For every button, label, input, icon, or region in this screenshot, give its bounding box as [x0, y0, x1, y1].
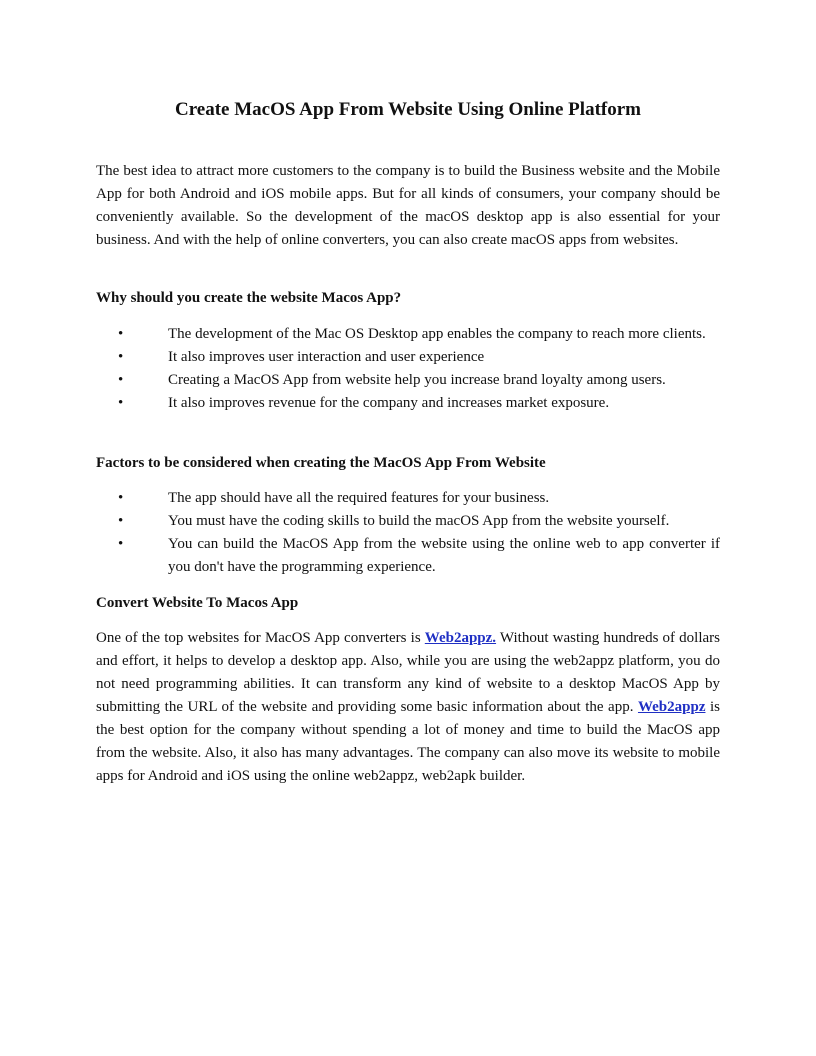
list-item: • The app should have all the required features for your business. [96, 487, 720, 510]
intro-block [96, 160, 720, 252]
bullet-icon: • [118, 395, 124, 411]
convert-block [96, 627, 720, 788]
section-convert [96, 592, 720, 615]
page-title: Create MacOS App From Website Using Online Platform [174, 99, 641, 120]
why-list-block [96, 323, 720, 415]
factors-list [96, 487, 720, 579]
intro-paragraph: The best idea to attract more customers to the company is to build the Business website and the Mobile App for both Android and iOS mobile apps. But for all kinds of consumers, your company should be conveniently available. So the development of the macOS desktop app is also essential for your business. And with the help of online converters, you can also create macOS apps from websites. [96, 163, 720, 248]
list-item: • Creating a MacOS App from website help you increase brand loyalty among users. [96, 369, 720, 392]
why-list [96, 323, 720, 415]
web2appz-link-2[interactable]: Web2appz [637, 699, 706, 715]
web2appz-link[interactable]: Web2appz. [424, 630, 497, 646]
bullet-icon: • [118, 372, 124, 388]
bullet-icon: • [118, 326, 124, 342]
bullet-icon: • [118, 536, 124, 552]
list-item: • You can build the MacOS App from the website using the online web to app converter if you don't have the programming experience. [96, 533, 720, 579]
bullet-icon: • [118, 349, 124, 365]
list-item: • You must have the coding skills to build the macOS App from the website yourself. [96, 510, 720, 533]
section-heading-convert: Convert Website To Macos App [96, 595, 299, 611]
section-heading-factors: Factors to be considered when creating the MacOS App From Website [96, 455, 546, 471]
convert-paragraph: One of the top websites for MacOS App converters is Web2appz. Without wasting hundreds of dollars and effort, it helps to develop a desktop app. Also, while you are using the web2appz platform, you do not need programming abilities. It can transform any kind of website to a desktop MacOS App by submitting the URL of the website and providing some basic information about the app. Web2appz is the best option for the company without spending a lot of money and time to build the MacOS app from the website. Also, it also has many advantages. The company can also move its website to mobile apps for Android and iOS using the online web2appz, web2apk builder. [96, 630, 721, 784]
list-item: • It also improves revenue for the company and increases market exposure. [96, 392, 720, 415]
section-heading-why: Why should you create the website Macos App? [96, 290, 402, 306]
bullet-icon: • [118, 513, 124, 529]
section-why [96, 287, 720, 310]
section-factors [96, 452, 720, 475]
factors-list-block [96, 487, 720, 579]
list-item: • The development of the Mac OS Desktop app enables the company to reach more clients. [96, 323, 720, 346]
list-item: • It also improves user interaction and user experience [96, 346, 720, 369]
bullet-icon: • [118, 490, 124, 506]
